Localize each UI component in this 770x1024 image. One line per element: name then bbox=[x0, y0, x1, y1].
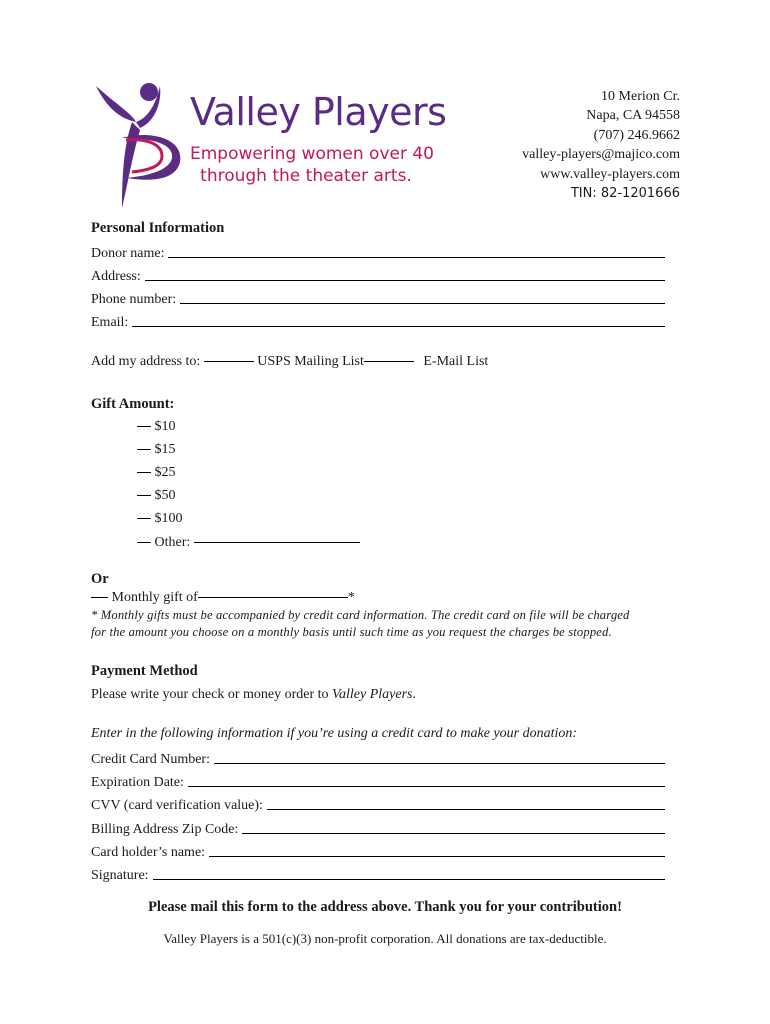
phone-field[interactable] bbox=[91, 288, 665, 308]
check-suffix: . bbox=[412, 687, 417, 702]
monthly-star: * bbox=[347, 590, 355, 605]
donor-name-line[interactable] bbox=[168, 257, 665, 258]
expiration-line[interactable] bbox=[188, 786, 665, 787]
card-intro: Enter in the following information if you’re using a credit card to make your donation: bbox=[91, 726, 578, 741]
zip-line[interactable] bbox=[242, 833, 665, 834]
gift-15-label: $15 bbox=[154, 442, 176, 457]
card-number-field[interactable] bbox=[91, 748, 665, 768]
personal-info-title: Personal Information bbox=[91, 220, 225, 236]
gift-25-label: $25 bbox=[154, 465, 176, 480]
cvv-label: CVV (card verification value): bbox=[91, 798, 263, 813]
monthly-amount-line[interactable] bbox=[198, 597, 348, 598]
gift-100-line[interactable] bbox=[137, 518, 151, 519]
org-tagline bbox=[190, 143, 434, 187]
monthly-gift-label: Monthly gift of bbox=[111, 590, 198, 605]
monthly-gift-row[interactable] bbox=[91, 590, 355, 606]
email-label: Email: bbox=[91, 315, 129, 330]
check-payee: Valley Players bbox=[332, 687, 413, 702]
expiration-label: Expiration Date: bbox=[91, 775, 184, 790]
signature-field[interactable] bbox=[91, 864, 665, 884]
card-holder-line[interactable] bbox=[209, 856, 665, 857]
zip-field[interactable] bbox=[91, 818, 665, 838]
gift-other-label: Other: bbox=[154, 535, 191, 550]
email-list-checkbox-line[interactable] bbox=[364, 361, 414, 362]
contact-block bbox=[522, 87, 680, 203]
gift-10-label: $10 bbox=[154, 419, 176, 434]
phone-line[interactable] bbox=[180, 303, 665, 304]
gift-option-15[interactable] bbox=[137, 442, 176, 458]
gift-50-label: $50 bbox=[154, 488, 176, 503]
contact-street: 10 Merion Cr. bbox=[601, 89, 680, 104]
gift-15-line[interactable] bbox=[137, 449, 151, 450]
email-list-label: E-Mail List bbox=[423, 354, 489, 369]
add-address-label: Add my address to: bbox=[91, 354, 201, 369]
contact-website: www.valley-players.com bbox=[540, 166, 680, 182]
contact-city: Napa, CA 94558 bbox=[586, 108, 680, 124]
monthly-note-line-1: * Monthly gifts must be accompanied by credit card information. The credit card on file will be charged bbox=[91, 608, 630, 622]
gift-option-25[interactable] bbox=[137, 465, 176, 481]
signature-label: Signature: bbox=[91, 868, 149, 883]
address-label: Address: bbox=[91, 269, 141, 284]
gift-other-check-line[interactable] bbox=[137, 542, 151, 543]
gift-100-label: $100 bbox=[154, 511, 183, 526]
check-instructions bbox=[91, 687, 416, 703]
closing-message: Please mail this form to the address above. Thank you for your contribution! bbox=[148, 899, 622, 915]
usps-label: USPS Mailing List bbox=[257, 354, 364, 369]
address-field[interactable] bbox=[91, 265, 665, 285]
expiration-field[interactable] bbox=[91, 771, 665, 791]
mailing-list-row bbox=[91, 354, 488, 370]
gift-option-50[interactable] bbox=[137, 488, 176, 504]
tagline-line-2: through the theater arts. bbox=[200, 166, 412, 186]
cvv-field[interactable] bbox=[91, 794, 665, 814]
payment-method-title: Payment Method bbox=[91, 663, 198, 679]
card-number-line[interactable] bbox=[214, 763, 665, 764]
tax-note: Valley Players is a 501(c)(3) non-profit corporation. All donations are tax-deductible. bbox=[163, 931, 607, 946]
org-name: Valley Players bbox=[190, 90, 447, 134]
email-field[interactable] bbox=[91, 311, 665, 331]
check-prefix: Please write your check or money order to bbox=[91, 687, 333, 702]
monthly-note-line-2: for the amount you choose on a monthly basis until such time as you request the charges be stopped. bbox=[91, 625, 612, 639]
gift-50-line[interactable] bbox=[137, 495, 151, 496]
gift-10-line[interactable] bbox=[137, 426, 151, 427]
or-label: Or bbox=[91, 571, 109, 587]
gift-other-amount-line[interactable] bbox=[194, 542, 360, 543]
usps-checkbox-line[interactable] bbox=[204, 361, 254, 362]
contact-phone: (707) 246.9662 bbox=[593, 127, 680, 143]
address-line[interactable] bbox=[145, 280, 665, 281]
cvv-line[interactable] bbox=[267, 809, 665, 810]
contact-tin: TIN: 82-1201666 bbox=[570, 186, 680, 202]
gift-option-other[interactable] bbox=[137, 535, 360, 551]
card-holder-label: Card holder’s name: bbox=[91, 845, 206, 860]
card-holder-field[interactable] bbox=[91, 841, 665, 861]
contact-email: valley-players@majico.com bbox=[522, 147, 680, 163]
zip-label: Billing Address Zip Code: bbox=[91, 822, 239, 837]
donor-name-label: Donor name: bbox=[91, 246, 165, 261]
phone-label: Phone number: bbox=[91, 292, 177, 307]
card-number-label: Credit Card Number: bbox=[91, 752, 210, 767]
gift-option-10[interactable] bbox=[137, 419, 176, 435]
donor-name-field[interactable] bbox=[91, 242, 665, 262]
tagline-line-1: Empowering women over 40 bbox=[190, 144, 434, 164]
monthly-check-line[interactable] bbox=[91, 597, 108, 598]
gift-25-line[interactable] bbox=[137, 472, 151, 473]
gift-amount-title: Gift Amount: bbox=[91, 396, 175, 412]
signature-line[interactable] bbox=[153, 879, 665, 880]
email-line[interactable] bbox=[132, 326, 665, 327]
gift-option-100[interactable] bbox=[137, 511, 183, 527]
valley-players-logo-icon bbox=[92, 78, 184, 210]
